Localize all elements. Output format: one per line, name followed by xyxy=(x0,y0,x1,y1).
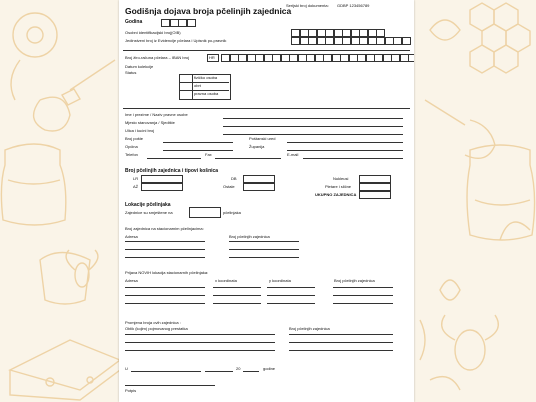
stac-row-line[interactable] xyxy=(125,241,205,242)
prom-row-line[interactable] xyxy=(125,334,275,335)
promjena-heading: Promjena broja ovih zajednica : xyxy=(125,320,181,325)
nove-lokacije-heading: Prijava NOVIH lokacija stacionarnih pčelinjaka: xyxy=(125,270,209,275)
lokacije-heading: Lokacije pčelinjaka xyxy=(125,202,171,208)
divider xyxy=(123,50,410,51)
nukleusi-field[interactable] xyxy=(359,175,391,183)
postanski-ured-label: Poštanski ured xyxy=(249,136,276,141)
ulica-label: Ulica i kućni broj xyxy=(125,128,155,133)
place-input-line[interactable] xyxy=(131,371,201,372)
nove-row-line[interactable] xyxy=(267,287,315,288)
zajednice-na-label: Zajednice su smještene na xyxy=(125,210,173,215)
stac-row-line[interactable] xyxy=(125,249,205,250)
prom-row-line[interactable] xyxy=(125,342,275,343)
az-field[interactable] xyxy=(141,183,183,191)
stac-row-line[interactable] xyxy=(229,257,299,258)
nove-row-line[interactable] xyxy=(213,303,261,304)
email-input-line[interactable] xyxy=(303,158,403,159)
form-title: Godišnja dojava broja pčelinjih zajednica xyxy=(125,6,292,16)
godina-label: Godina xyxy=(125,19,143,25)
opcina-label: Općina xyxy=(125,144,138,149)
status-label: Status xyxy=(125,70,137,75)
stac-row-line[interactable] xyxy=(229,249,299,250)
mjesto-input-line[interactable] xyxy=(223,126,403,127)
telefon-input-line[interactable] xyxy=(147,158,201,159)
year-input-line[interactable] xyxy=(243,371,259,372)
lr-field[interactable] xyxy=(141,175,183,183)
broj-poste-input-line[interactable] xyxy=(163,142,233,143)
nove-row-line[interactable] xyxy=(213,287,261,288)
kosnice-heading: Broj pčelinjih zajednica i tipovi košnica xyxy=(125,168,219,174)
stac-adresa-header: Adresa xyxy=(125,234,138,239)
db-label: DB xyxy=(231,176,237,181)
email-label: E-mail xyxy=(287,152,299,157)
status-option-fizicka[interactable]: fizičko osoba xyxy=(194,75,218,80)
prom-row-line[interactable] xyxy=(125,350,275,351)
prom-row-line[interactable] xyxy=(289,350,393,351)
stac-row-line[interactable] xyxy=(125,257,205,258)
iban-label: Broj žiro-računa pčelara – IBAN broj xyxy=(125,55,190,60)
godina-field[interactable] xyxy=(161,19,195,27)
nove-adresa-header: Adresa xyxy=(125,278,138,283)
prom-broj-header: Broj pčelinjih zajednica xyxy=(289,326,330,331)
stacionarni-heading: Broj zajednica na stacionarnim pčelinjacima: xyxy=(125,226,204,231)
datum-label: Datum kolekcije xyxy=(125,64,154,69)
db-field[interactable] xyxy=(243,175,275,183)
nukleusi-label: Nukleusi xyxy=(333,176,349,181)
serial-label: Serijski broj dokumenta: xyxy=(286,3,329,8)
telefon-label: Telefon xyxy=(125,152,138,157)
lr-label: LR xyxy=(133,176,139,181)
pcelinjaka-label: pčelinjaka xyxy=(223,210,241,215)
prom-row-line[interactable] xyxy=(289,342,393,343)
status-option-obrt[interactable]: obrt xyxy=(194,83,201,88)
nove-row-line[interactable] xyxy=(213,295,261,296)
nove-row-line[interactable] xyxy=(125,303,205,304)
pletare-label: Pletare i slične xyxy=(325,184,352,189)
date-input-line[interactable] xyxy=(205,371,233,372)
nove-row-line[interactable] xyxy=(333,303,393,304)
az-label: AŽ xyxy=(133,184,139,189)
nove-row-line[interactable] xyxy=(267,303,315,304)
iban-hr: HR xyxy=(209,55,215,60)
jib-label: Jedinstveni broj iz Evidencije pčelara i Upisnik po-pravnik xyxy=(125,38,227,43)
nove-row-line[interactable] xyxy=(125,287,205,288)
u-label: U xyxy=(125,366,128,371)
nove-row-line[interactable] xyxy=(125,295,205,296)
ostale-label: Ostale xyxy=(223,184,235,189)
nove-y-header: y koordinata xyxy=(269,278,291,283)
nove-broj-header: Broj pčelinjih zajednica xyxy=(334,278,375,283)
nove-x-header: x koordinata xyxy=(215,278,237,283)
signature-line[interactable] xyxy=(125,385,215,386)
godine-label: godine xyxy=(263,366,276,371)
ime-label: Ime i prezime / Naziv pravne osobe xyxy=(125,112,188,117)
nove-row-line[interactable] xyxy=(333,287,393,288)
pcelinjaka-count-field[interactable] xyxy=(189,207,221,218)
oblik-header: Oblik (kojim) pojmovanog prestatka xyxy=(125,326,188,331)
broj-poste-label: Broj pošte xyxy=(125,136,144,141)
pletare-field[interactable] xyxy=(359,183,391,191)
oib-label: Osobni identifikacijski broj(OIB) xyxy=(125,30,181,35)
zupanija-label: Županija xyxy=(249,144,265,149)
jib-field[interactable] xyxy=(291,37,410,45)
oib-field[interactable] xyxy=(291,29,385,37)
ukupno-label: UKUPNO ZAJEDNICA xyxy=(315,192,357,197)
fax-label: Fax xyxy=(205,152,212,157)
stac-broj-header: Broj pčelinjih zajednica xyxy=(229,234,270,239)
ime-input-line[interactable] xyxy=(223,118,403,119)
divider xyxy=(123,108,410,109)
prom-row-line[interactable] xyxy=(289,334,393,335)
stac-row-line[interactable] xyxy=(229,241,299,242)
nove-row-line[interactable] xyxy=(267,295,315,296)
doc-code: GDBP 123456789 xyxy=(337,3,370,8)
ulica-input-line[interactable] xyxy=(223,134,403,135)
opcina-input-line[interactable] xyxy=(163,150,233,151)
zupanija-input-line[interactable] xyxy=(287,150,403,151)
form-document xyxy=(119,0,414,402)
ostale-field[interactable] xyxy=(243,183,275,191)
fax-input-line[interactable] xyxy=(215,158,281,159)
ukupno-field[interactable] xyxy=(359,191,391,199)
nove-row-line[interactable] xyxy=(333,295,393,296)
status-checkbox-column[interactable] xyxy=(179,74,193,100)
status-option-pravna[interactable]: pravna osoba xyxy=(194,91,219,96)
postanski-ured-input-line[interactable] xyxy=(287,142,403,143)
potpis-label: Potpis xyxy=(125,388,137,393)
iban-field[interactable] xyxy=(221,54,414,62)
mjesto-label: Mjesto stanovanja / Sjedište xyxy=(125,120,175,125)
year-prefix: 20 xyxy=(236,366,241,371)
